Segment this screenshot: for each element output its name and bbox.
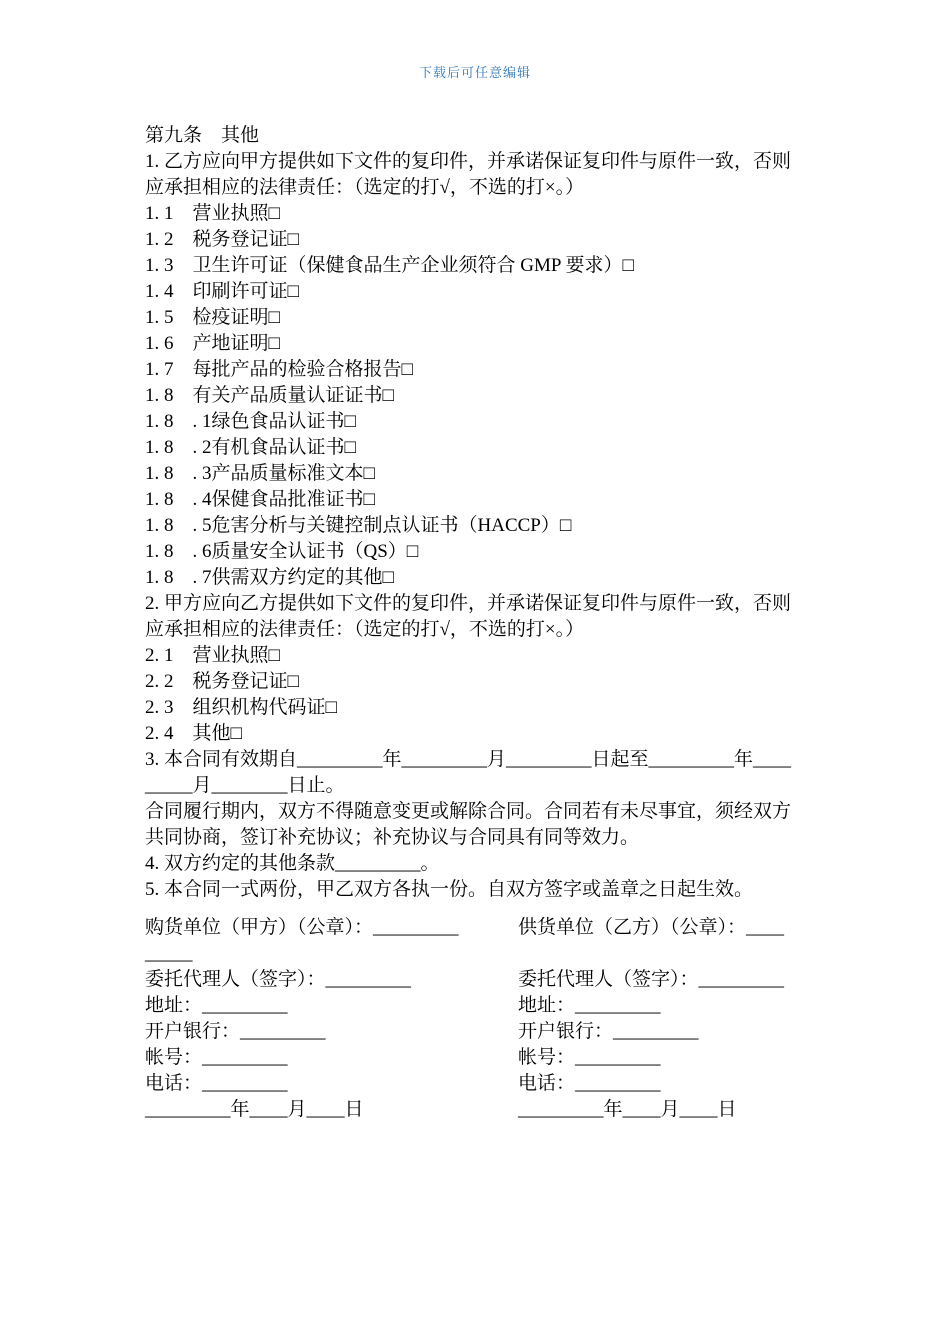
- document-line: 1. 8 . 3产品质量标准文本□: [145, 463, 375, 484]
- buyer-signature-line: 电话：_________: [145, 1073, 288, 1094]
- document-line: 1. 6 产地证明□: [145, 333, 280, 354]
- buyer-signature-line: _________年____月____日: [145, 1099, 364, 1120]
- download-edit-note: 下载后可任意编辑: [418, 65, 531, 80]
- document-line: 1. 8 . 5危害分析与关键控制点认证书（HACCP）□: [145, 515, 572, 536]
- buyer-signature-line: 帐号：_________: [145, 1047, 288, 1068]
- document-line: 4. 双方约定的其他条款_________。: [145, 853, 440, 874]
- buyer-signature-block: [145, 915, 518, 1123]
- document-line: 2. 1 营业执照□: [145, 645, 280, 666]
- document-line: 3. 本合同有效期自_________年_________月_________日起至_________年____: [145, 749, 792, 770]
- buyer-signature-line: 购货单位（甲方）（公章）：_________: [145, 917, 459, 938]
- document-line: 1. 4 印刷许可证□: [145, 281, 299, 302]
- seller-signature-line: _________年____月____日: [518, 1099, 737, 1120]
- document-line: 2. 甲方应向乙方提供如下文件的复印件，并承诺保证复印件与原件一致，否则: [145, 593, 792, 614]
- document-line: 5. 本合同一式两份，甲乙双方各执一份。自双方签字或盖章之日起生效。: [145, 879, 754, 900]
- document-line: 第九条 其他: [145, 125, 260, 146]
- document-line: 1. 5 检疫证明□: [145, 307, 280, 328]
- document-line: 1. 7 每批产品的检验合格报告□: [145, 359, 413, 380]
- document-line: 1. 8 . 1绿色食品认证书□: [145, 411, 356, 432]
- document-line: _____月________日止。: [145, 775, 345, 796]
- seller-signature-line: 地址：_________: [518, 995, 661, 1016]
- seller-signature-line: 委托代理人（签字）：_________: [518, 969, 785, 990]
- seller-signature-line: 供货单位（乙方）（公章）：____: [518, 917, 785, 938]
- document-line: 1. 8 有关产品质量认证证书□: [145, 385, 394, 406]
- document-line: 1. 8 . 6质量安全认证书（QS）□: [145, 541, 419, 562]
- buyer-signature-line: _____: [145, 943, 193, 964]
- buyer-signature-line: 委托代理人（签字）：_________: [145, 969, 412, 990]
- document-line: 1. 8 . 7供需双方约定的其他□: [145, 567, 394, 588]
- signature-section: [145, 915, 825, 1123]
- document-line: 1. 1 营业执照□: [145, 203, 280, 224]
- document-line: 合同履行期内，双方不得随意变更或解除合同。合同若有未尽事宜，须经双方: [145, 801, 792, 822]
- document-line: 1. 8 . 4保健食品批准证书□: [145, 489, 375, 510]
- document-line: 2. 3 组织机构代码证□: [145, 697, 337, 718]
- document-line: 1. 乙方应向甲方提供如下文件的复印件，并承诺保证复印件与原件一致，否则: [145, 151, 792, 172]
- document-line: 2. 4 其他□: [145, 723, 242, 744]
- buyer-signature-line: 开户银行：_________: [145, 1021, 326, 1042]
- contract-article-nine-body: [145, 123, 825, 903]
- document-line: 2. 2 税务登记证□: [145, 671, 299, 692]
- seller-signature-line: 电话：_________: [518, 1073, 661, 1094]
- document-line: 应承担相应的法律责任：（选定的打√，不选的打×。）: [145, 177, 585, 198]
- document-line: 1. 3 卫生许可证（保健食品生产企业须符合 GMP 要求）□: [145, 255, 634, 276]
- document-line: 1. 2 税务登记证□: [145, 229, 299, 250]
- seller-signature-line: [518, 941, 825, 967]
- buyer-signature-line: 地址：_________: [145, 995, 288, 1016]
- document-line: 共同协商，签订补充协议；补充协议与合同具有同等效力。: [145, 827, 640, 848]
- document-line: 应承担相应的法律责任：（选定的打√，不选的打×。）: [145, 619, 585, 640]
- seller-signature-line: 开户银行：_________: [518, 1021, 699, 1042]
- document-line: 1. 8 . 2有机食品认证书□: [145, 437, 356, 458]
- seller-signature-line: 帐号：_________: [518, 1047, 661, 1068]
- seller-signature-block: [518, 915, 825, 1123]
